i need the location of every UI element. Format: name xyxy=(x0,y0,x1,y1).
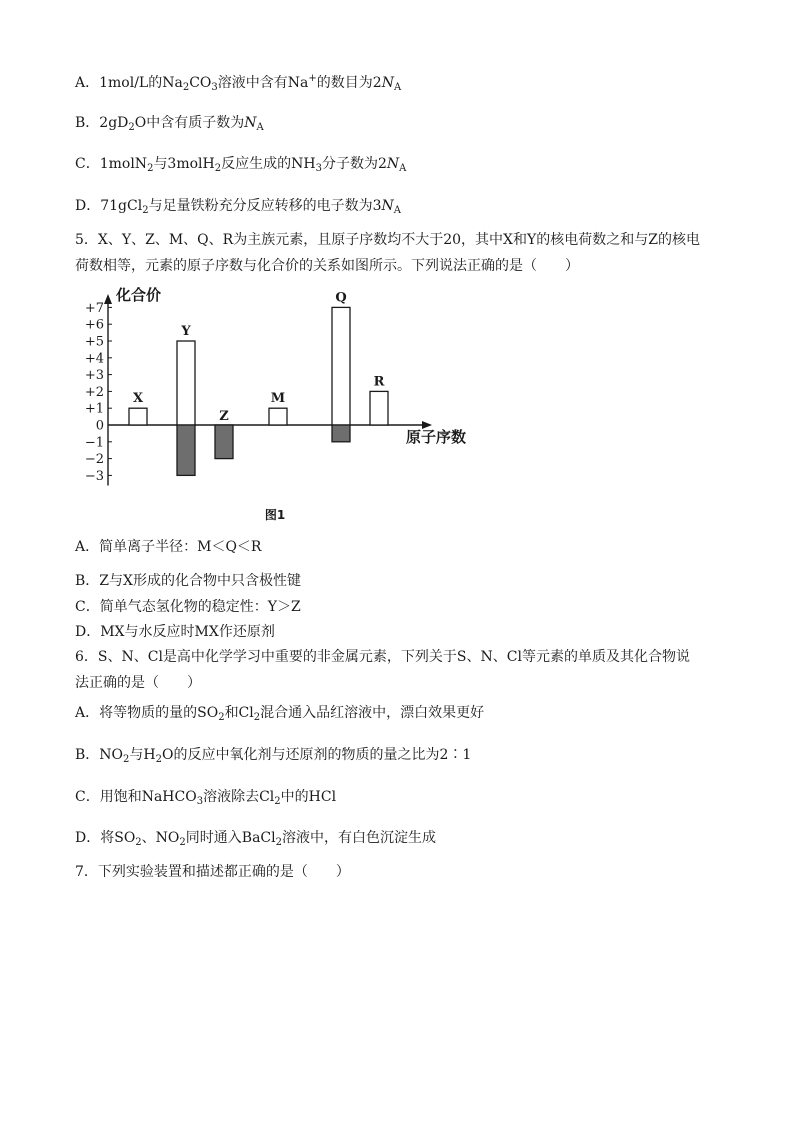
y-axis-arrow xyxy=(104,294,112,304)
valence-chart xyxy=(80,282,480,524)
bar-positive-X xyxy=(129,408,147,425)
q6-option-c: C．用饱和NaHCO$_3$溶液除去$Cl_2$中的HCl xyxy=(75,789,337,807)
y-axis-title: 化合价 xyxy=(116,286,162,304)
bar-label-M: M xyxy=(270,391,286,407)
bar-negative-Z xyxy=(215,425,233,459)
bar-positive-M xyxy=(269,408,287,425)
q4-option-b: B．$2gD_2O$中含有质子数为$N_A$ xyxy=(75,115,264,133)
q6-stem-line2: 法正确的是（ ） xyxy=(75,675,201,691)
bar-positive-Q xyxy=(332,307,350,425)
q5-option-b: B．Z与X形成的化合物中只含极性键 xyxy=(75,573,301,589)
q5-stem-line1: 5．X、Y、Z、M、Q、R为主族元素，且原子序数均不大于20，其中X和Y的核电荷数之和与Z的核电 xyxy=(75,232,700,248)
q6-option-d: D．将$SO_2$、$NO_2$同时通入BaCl$_2$溶液中，有白色沉淀生成 xyxy=(75,830,436,848)
bar-label-X: X xyxy=(132,391,144,407)
y-tick-label: +4 xyxy=(84,351,104,367)
bar-negative-Q xyxy=(332,425,350,442)
y-tick-label: +5 xyxy=(84,334,104,350)
y-tick-label: +7 xyxy=(84,300,104,316)
bar-negative-Y xyxy=(177,425,195,475)
y-tick-label: +1 xyxy=(84,401,104,417)
y-tick-label: +3 xyxy=(84,368,104,384)
q6-option-b: B．$NO_2$与$H_2O$的反应中氧化剂与还原剂的物质的量之比为2∶1 xyxy=(75,747,472,765)
y-tick-label: −2 xyxy=(84,452,104,468)
q5-option-d: D．MX与水反应时MX作还原剂 xyxy=(75,624,275,640)
bar-positive-R xyxy=(370,391,388,425)
q4-option-a: A．1mol/L的$Na_2CO_3$溶液中含有Na+的数目为$2N_A$ xyxy=(75,73,402,93)
q6-stem-line1: 6．S、N、Cl是高中化学学习中重要的非金属元素，下列关于S、N、Cl等元素的单质及其化合物说 xyxy=(75,649,690,665)
bar-label-Z: Z xyxy=(219,409,229,424)
y-tick-label: 0 xyxy=(95,418,104,434)
q4-option-d: D．71gCl$_2$与足量铁粉充分反应转移的电子数为$3N_A$ xyxy=(75,198,401,216)
bar-label-Y: Y xyxy=(181,324,191,339)
q5-stem-line2: 荷数相等，元素的原子序数与化合价的关系如图所示。下列说法正确的是（ ） xyxy=(75,258,579,274)
y-tick-label: +2 xyxy=(84,384,104,400)
bar-positive-Y xyxy=(177,341,195,425)
x-axis-title: 原子序数 xyxy=(406,428,467,446)
q4-option-c: C．1molN$_2$与3molH$_2$反应生成的$NH_3$分子数为$2N_A$ xyxy=(75,156,407,174)
q7-stem: 7．下列实验装置和描述都正确的是（ ） xyxy=(75,864,350,880)
bar-label-R: R xyxy=(373,374,385,390)
y-tick-label: −3 xyxy=(84,468,104,484)
y-tick-label: −1 xyxy=(84,435,104,451)
chart-caption: 图1 xyxy=(264,508,286,522)
q5-option-c: C．简单气态氢化物的稳定性：Y＞Z xyxy=(75,599,301,615)
q5-option-a: A．简单离子半径：M＜Q＜R xyxy=(75,539,262,555)
y-tick-label: +6 xyxy=(84,317,104,333)
q6-option-a: A．将等物质的量的$SO_2$和$Cl_2$混合通入品红溶液中，漂白效果更好 xyxy=(75,705,485,723)
bar-label-Q: Q xyxy=(335,290,347,306)
